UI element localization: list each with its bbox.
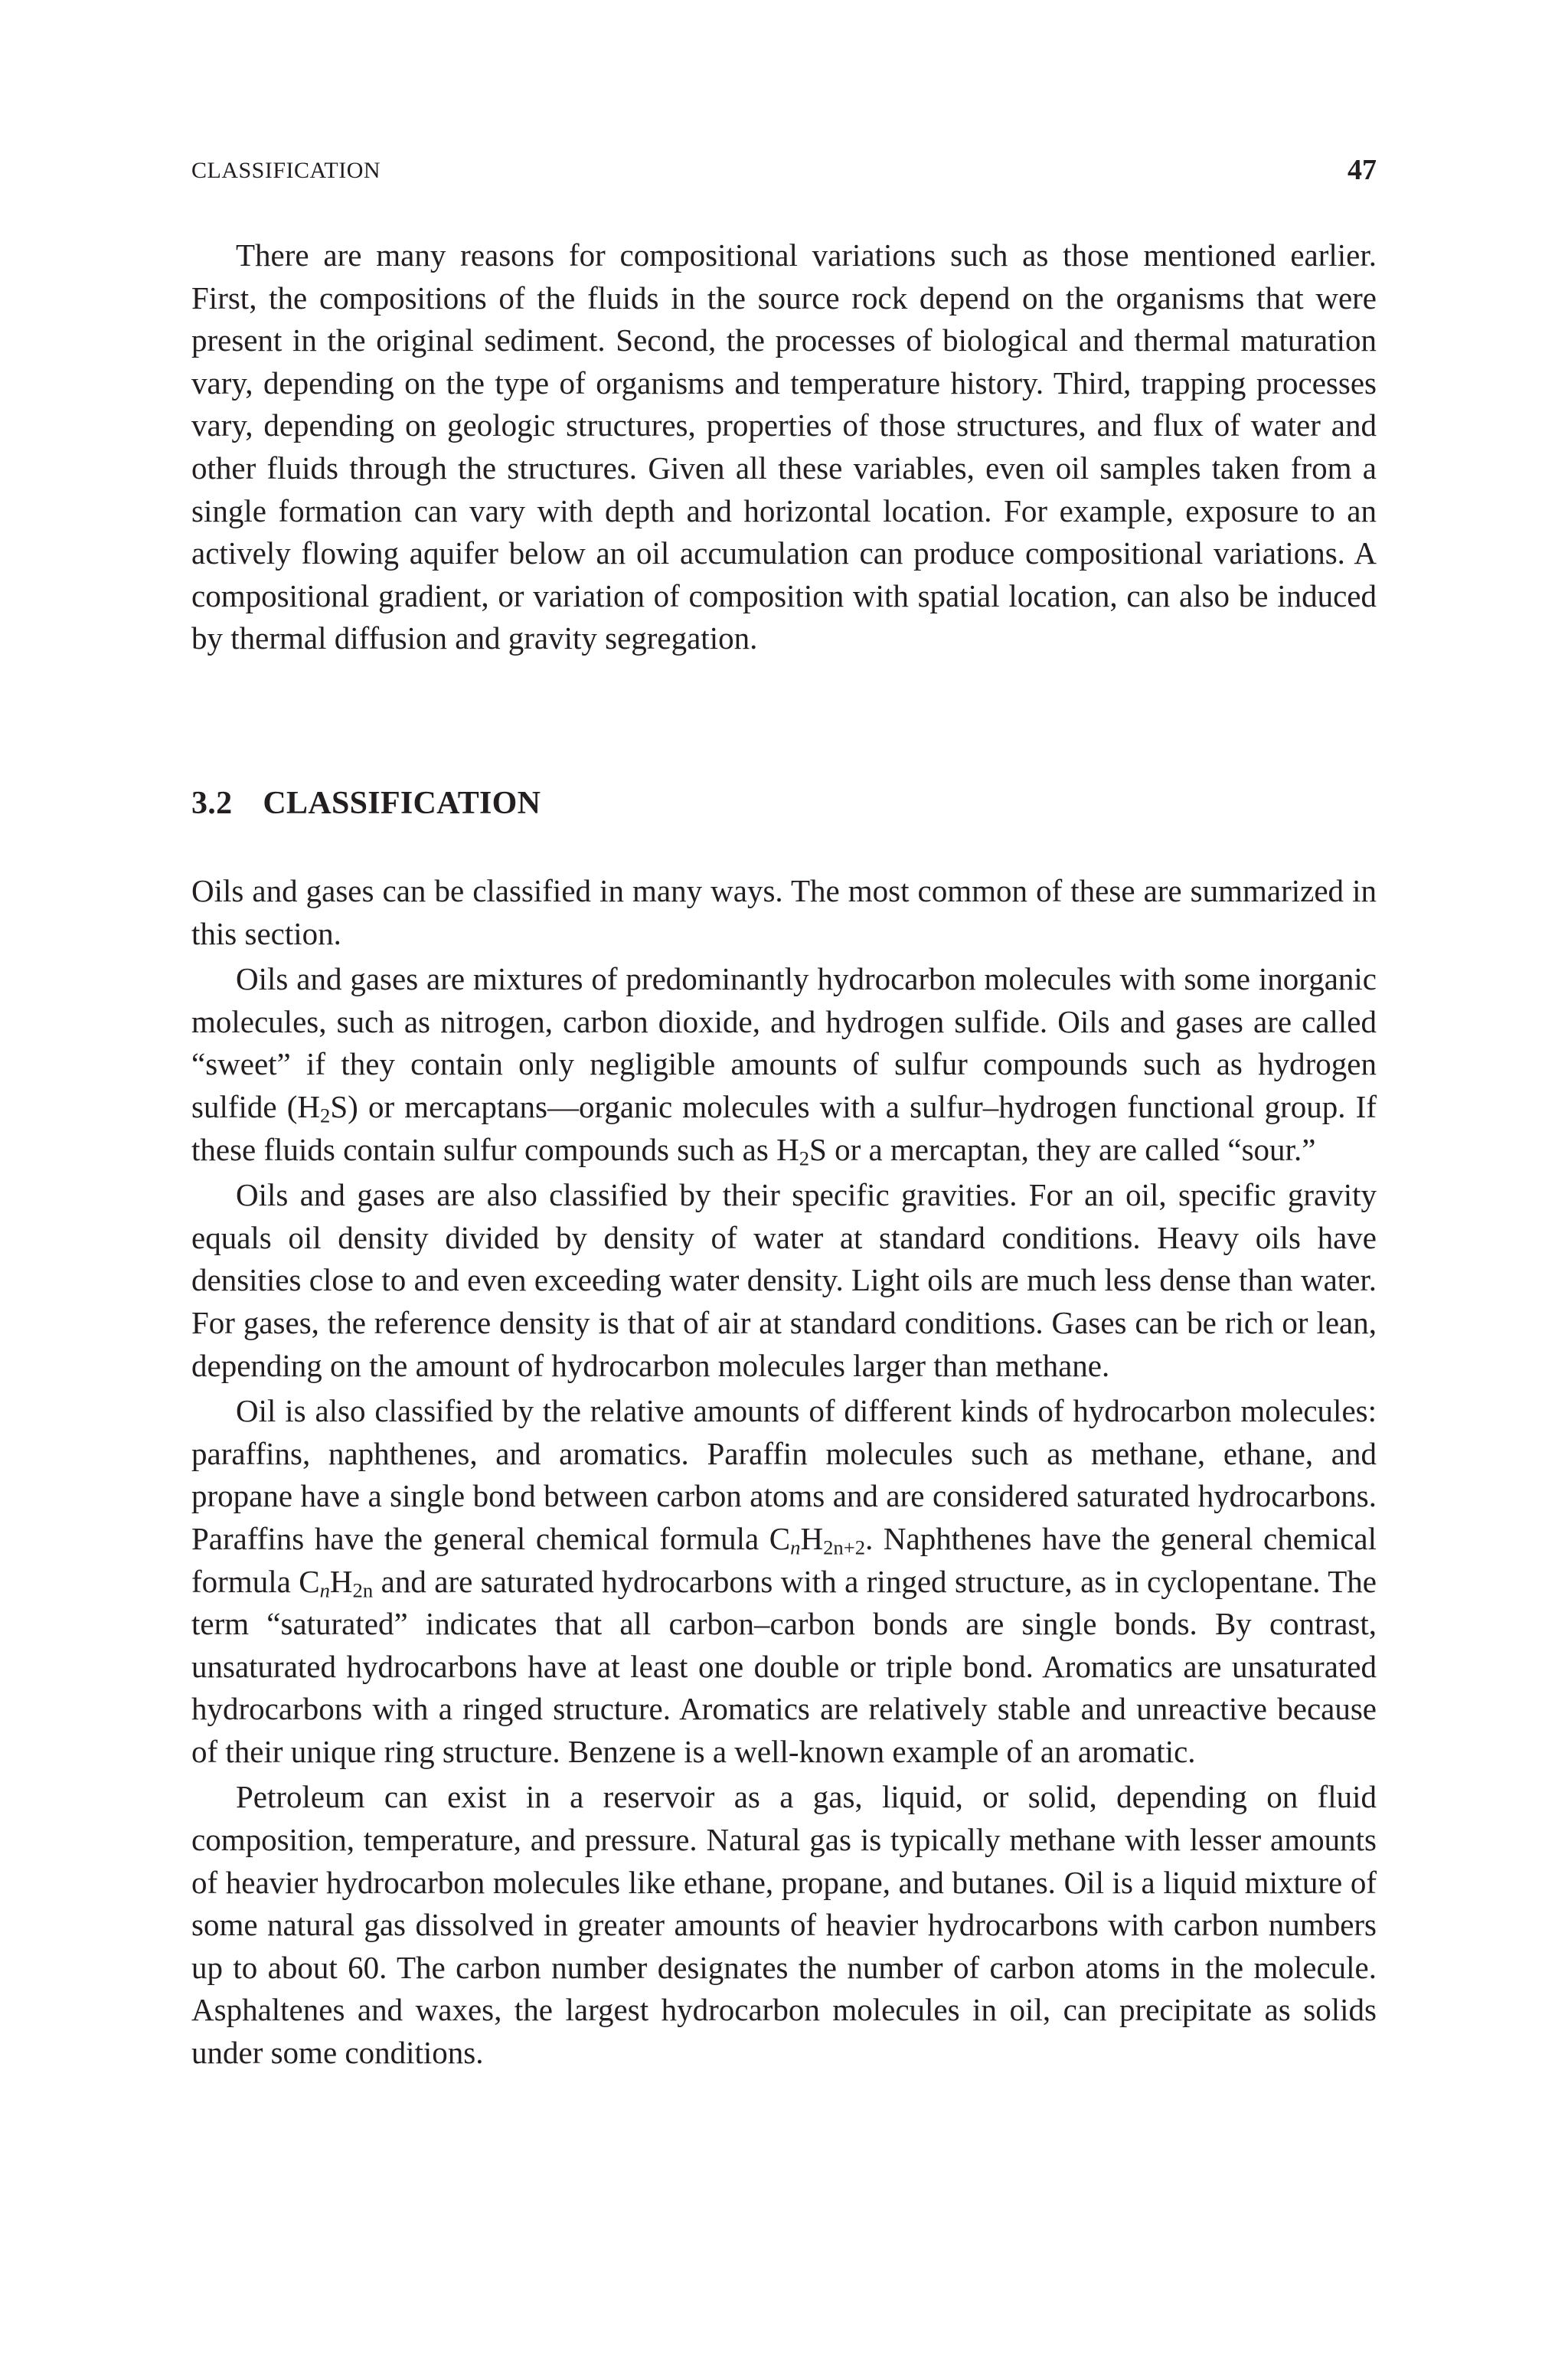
subscript	[790, 1536, 800, 1559]
paragraph-specific-gravity: Oils and gases are also classified by their specific gravities. For an oil, specific gravity equals oil density divided by density of water at standard conditions. Heavy oils have densities close to and even exceeding water density. Light oils are much less dense than water. For gases, the reference density is that of air at standard conditions. Gases can be rich or lean, depending on the amount of hydrocarbon molecules larger than methane.	[191, 1177, 1377, 1383]
paragraph-petroleum-phases: Petroleum can exist in a reservoir as a gas, liquid, or solid, depending on fluid composition, temperature, and pressure. Natural gas is typically methane with lesser amounts of heavier hydrocarbon molecules like ethane, propane, and butanes. Oil is a liquid mixture of some natural gas dissolved in greater amounts of heavier hydrocarbons with carbon numbers up to about 60. The carbon number designates the number of carbon atoms in the molecule. Asphaltenes and waxes, the largest hydrocarbon molecules in oil, can precipitate as solids under some conditions.	[191, 1779, 1377, 2071]
text-run: and are saturated hydrocarbons with a ringed structure, as in cyclopentane. The term “saturated” indicates that all carbon–carbon bonds are single bonds. By contrast, unsaturated hydrocarbons have at least one double or triple bond. Aromatics are unsaturated hydrocarbons with a ringed structure. Aromatics are relatively stable and unreactive because of their unique ring structure. Benzene is a well-known example of an aromatic.	[191, 1563, 1377, 1769]
text-run: S) or mercaptans—organic molecules with a sulfur–hydrogen functional group. If these fluids contain sulfur compounds such as H	[191, 1088, 1377, 1167]
text-run: Oil is also classified by the relative amounts of different kinds of hydrocarbon molecules: paraffins, naphthenes, and aromatics. Paraffin molecules such as methane, ethane, and propane have a single bond between carbon atoms and are considered saturated hydrocarbons. Paraffins have the general chemical formula C	[191, 1393, 1377, 1556]
subscript: 2n+2	[823, 1536, 866, 1559]
subscript-italic: n	[319, 1578, 330, 1602]
paragraph-compositional-variations: There are many reasons for compositional variations such as those mentioned earlier. First, the compositions of the fluids in the source rock depend on the organisms that were present in the original sediment. Second, the processes of biological and thermal maturation vary, depending on the type of organisms and temperature history. Third, trapping processes vary, depending on geologic structures, properties of those structures, and flux of water and other fluids through the structures. Given all these variables, even oil samples taken from a single formation can vary with depth and horizontal location. For example, exposure to an actively flowing aquifer below an oil accumulation can produce compositional variations. A compositional gradient, or variation of composition with spatial location, can also be induced by thermal diffusion and gravity segregation.	[191, 237, 1377, 656]
section-number: 3.2	[191, 786, 233, 821]
running-head	[191, 153, 1377, 191]
paragraph-hydrocarbon-types	[191, 1390, 1377, 1773]
subscript: 2	[799, 1146, 810, 1170]
section-heading	[191, 785, 541, 822]
text-run: S or a mercaptan, they are called “sour.”	[809, 1131, 1316, 1167]
text-run: H	[329, 1563, 353, 1599]
intro-text-block	[191, 234, 1377, 660]
text-run: Oils and gases are mixtures of predominantly hydrocarbon molecules with some inorganic molecules, such as nitrogen, carbon dioxide, and hydrogen sulfide. Oils and gases are called “sweet” if they contain only negligible amounts of sulfur compounds such as hydrogen sulfide (H	[191, 961, 1377, 1124]
text-run: . Naphthenes have the general chemical formula C	[191, 1520, 1377, 1599]
subscript: 2n	[352, 1578, 374, 1602]
section-title: CLASSIFICATION	[263, 786, 541, 821]
paragraph-sweet-sour	[191, 958, 1377, 1171]
running-title: CLASSIFICATION	[191, 158, 381, 183]
subscript-italic: n	[790, 1536, 801, 1559]
section-text-block	[191, 870, 1377, 2075]
subscript: 2	[320, 1104, 331, 1127]
subscript	[320, 1578, 330, 1601]
text-run: H	[800, 1520, 824, 1556]
paragraph-classification-intro: Oils and gases can be classified in many ways. The most common of these are summarized in this section.	[191, 873, 1377, 951]
page-number: 47	[1348, 154, 1377, 186]
